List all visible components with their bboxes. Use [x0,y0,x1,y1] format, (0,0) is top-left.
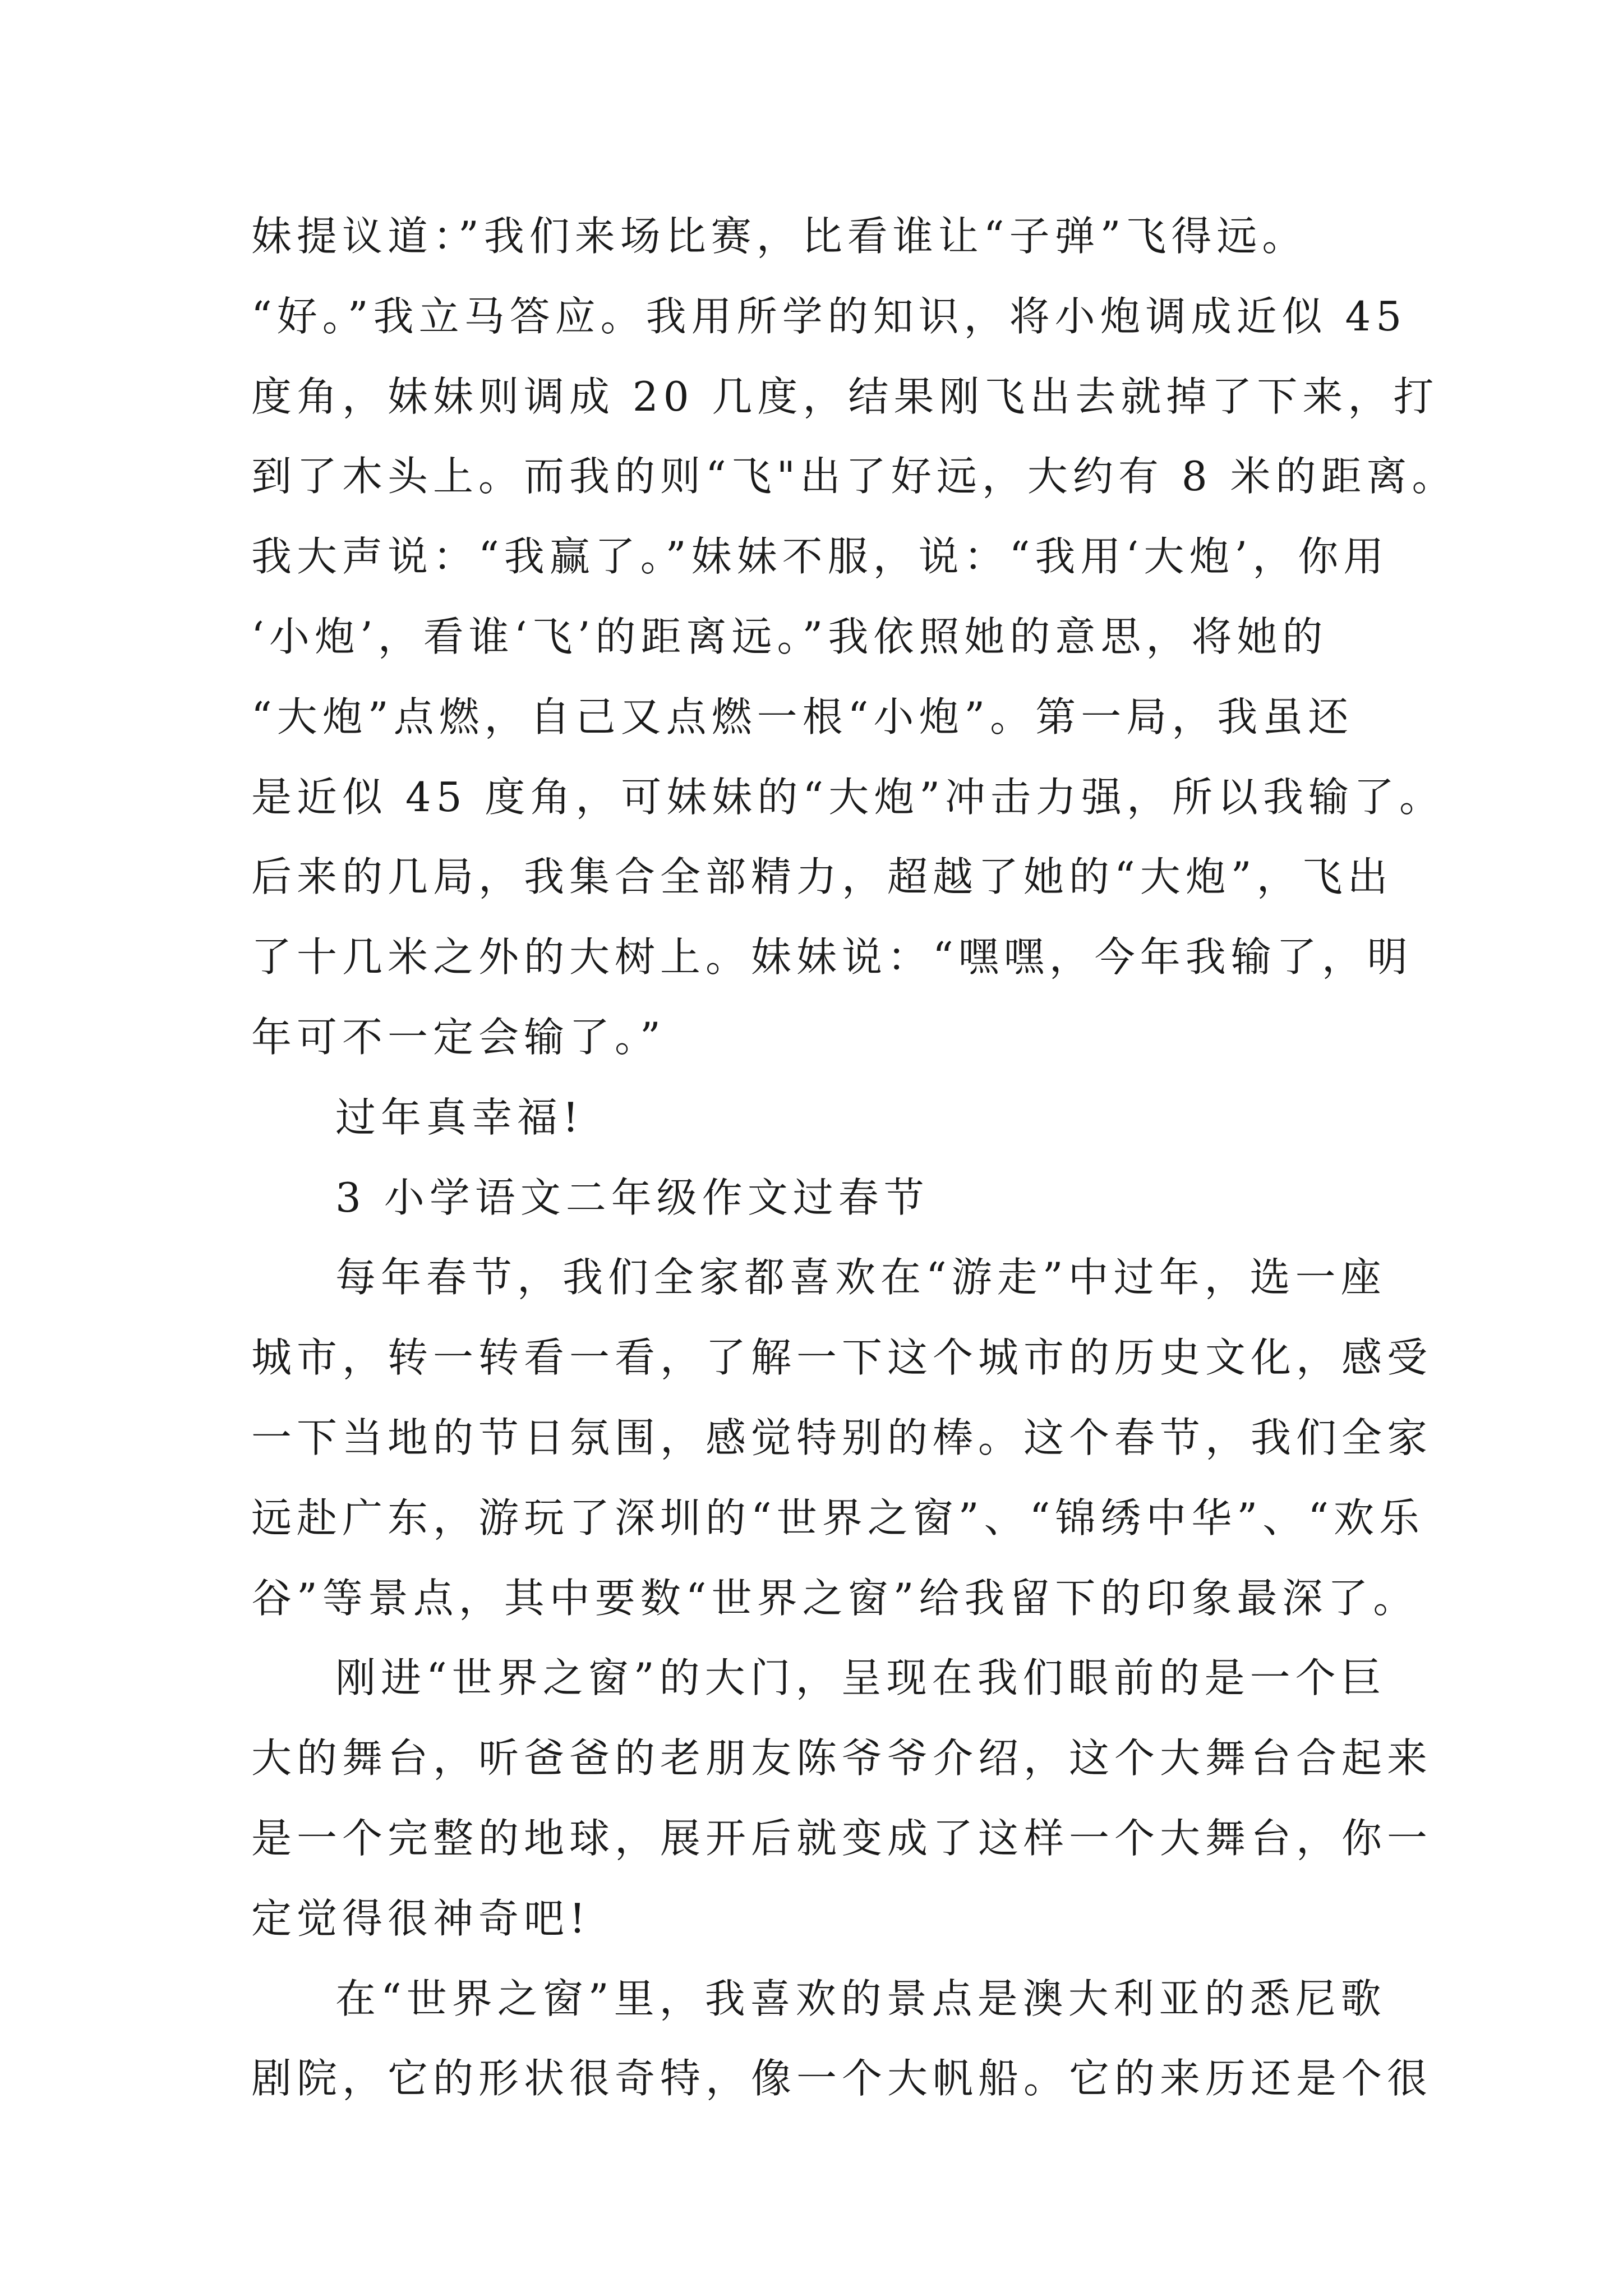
text-line: 过年真幸福! [335,1093,584,1141]
text-line: ‘小炮’，看谁‘飞’的距离远。”我依照她的意思，将她的 [251,613,1328,660]
text-line: “大炮”点燃，自己又点燃一根“小炮”。第一局，我虽还 [251,693,1354,740]
text-line: 是一个完整的地球，展开后就变成了这样一个大舞台，你一 [251,1814,1433,1862]
text-line: 刚进“世界之窗”的大门，呈现在我们眼前的是一个巨 [335,1654,1386,1702]
text-line: 了十几米之外的大树上。妹妹说：“嘿嘿，今年我输了，明 [251,933,1413,981]
text-line: 我大声说：“我赢了。”妹妹不服，说：“我用‘大炮’，你用 [251,533,1389,581]
text-line: 剧院，它的形状很奇特，像一个大帆船。它的来历还是个很 [251,2055,1433,2102]
text-line: 度角，妹妹则调成 20 几度，结果刚飞出去就掉了下来，打 [251,372,1439,420]
text-line: 每年春节，我们全家都喜欢在“游走”中过年，选一座 [335,1254,1386,1301]
text-line: 妹提议道：”我们来场比赛，比看谁让“子弹”飞得远。 [251,213,1308,260]
text-line: 是近似 45 度角，可妹妹的“大炮”冲击力强，所以我输了。 [251,773,1445,821]
text-line: 在“世界之窗”里，我喜欢的景点是澳大利亚的悉尼歌 [335,1975,1386,2022]
text-line: “好。”我立马答应。我用所学的知识，将小炮调成近似 45 [251,292,1407,340]
text-line: 远赴广东，游玩了深圳的“世界之窗”、“锦绣中华”、“欢乐 [251,1494,1425,1542]
document-page [251,196,1458,2119]
text-line: 大的舞台，听爸爸的老朋友陈爷爷介绍，这个大舞台合起来 [251,1734,1433,1782]
text-line: 到了木头上。而我的则“飞"出了好远，大约有 8 米的距离。 [251,453,1458,500]
text-line: 一下当地的节日氛围，感觉特别的棒。这个春节，我们全家 [251,1414,1433,1461]
text-line: 城市，转一转看一看，了解一下这个城市的历史文化，感受 [251,1334,1433,1382]
section-heading: 3 小学语文二年级作文过春节 [335,1174,929,1221]
text-line: 定觉得很神奇吧! [251,1894,591,1942]
text-line: 后来的几局，我集合全部精力，超越了她的“大炮”，飞出 [251,853,1393,901]
text-line: 谷”等景点，其中要数“世界之窗”给我留下的印象最深了。 [251,1574,1419,1622]
text-line: 年可不一定会输了。” [251,1013,666,1061]
